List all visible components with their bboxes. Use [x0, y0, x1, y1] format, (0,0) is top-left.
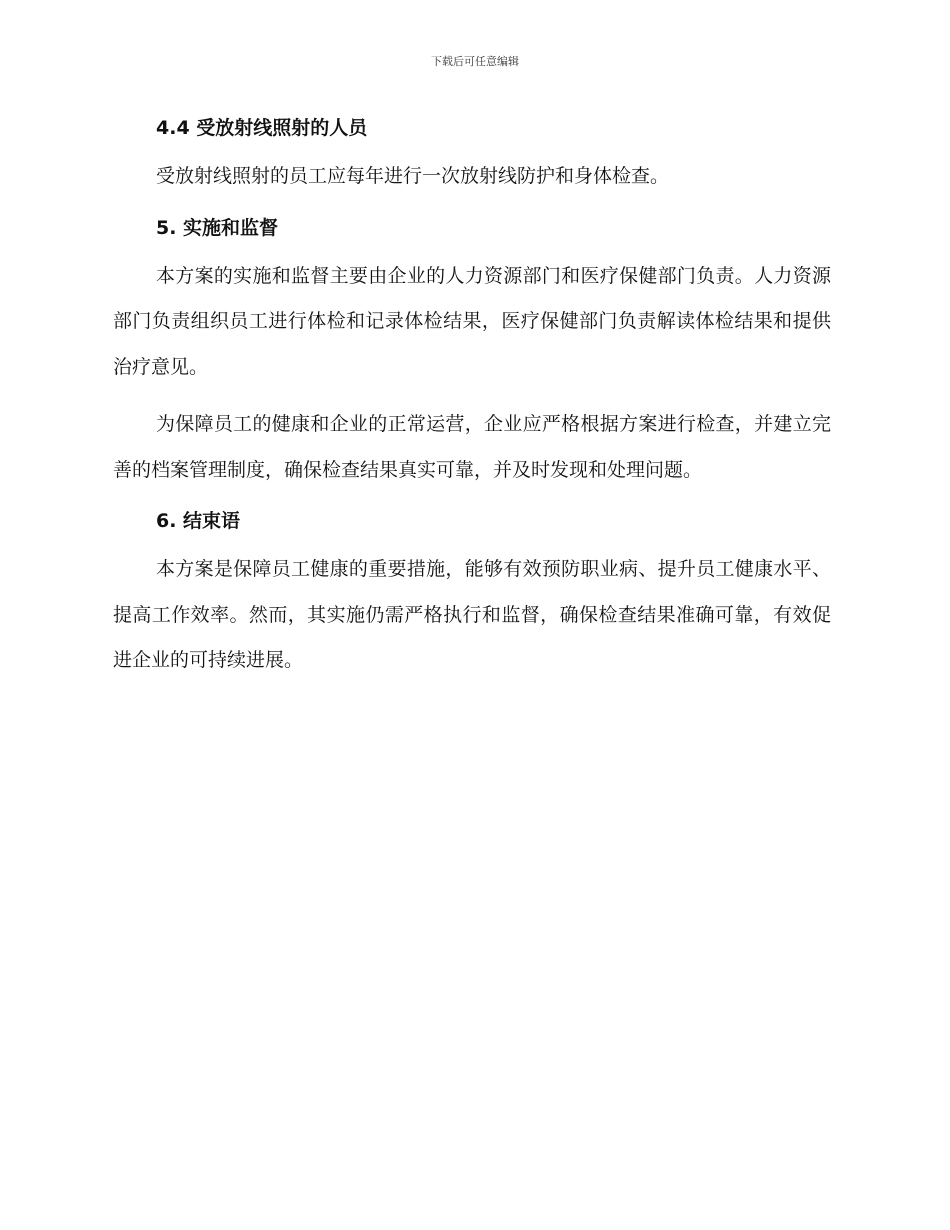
section-heading-4-4: 4.4 受放射线照射的人员 — [156, 117, 368, 139]
section-6-paragraph: 本方案是保障员工健康的重要措施，能够有效预防职业病、提升员工健康水平、提高工作效率。然而，其实施仍需严格执行和监督，确保检查结果准确可靠，有效促进企业的可持续进展。 — [113, 558, 831, 671]
page-header: 下载后可任意编辑 — [431, 55, 519, 68]
document-body — [113, 112, 831, 684]
section-5-paragraph-1: 本方案的实施和监督主要由企业的人力资源部门和医疗保健部门负责。人力资源部门负责组织员工进行体检和记录体检结果，医疗保健部门负责解读体检结果和提供治疗意见。 — [113, 264, 831, 378]
section-heading-5: 5. 实施和监督 — [156, 216, 279, 239]
section-5-paragraph-2: 为保障员工的健康和企业的正常运营，企业应严格根据方案进行检查，并建立完善的档案管理制度，确保检查结果真实可靠，并及时发现和处理问题。 — [113, 413, 831, 481]
section-heading-6: 6. 结束语 — [156, 510, 241, 532]
section-4-4-paragraph: 受放射线照射的员工应每年进行一次放射线防护和身体检查。 — [156, 165, 670, 187]
